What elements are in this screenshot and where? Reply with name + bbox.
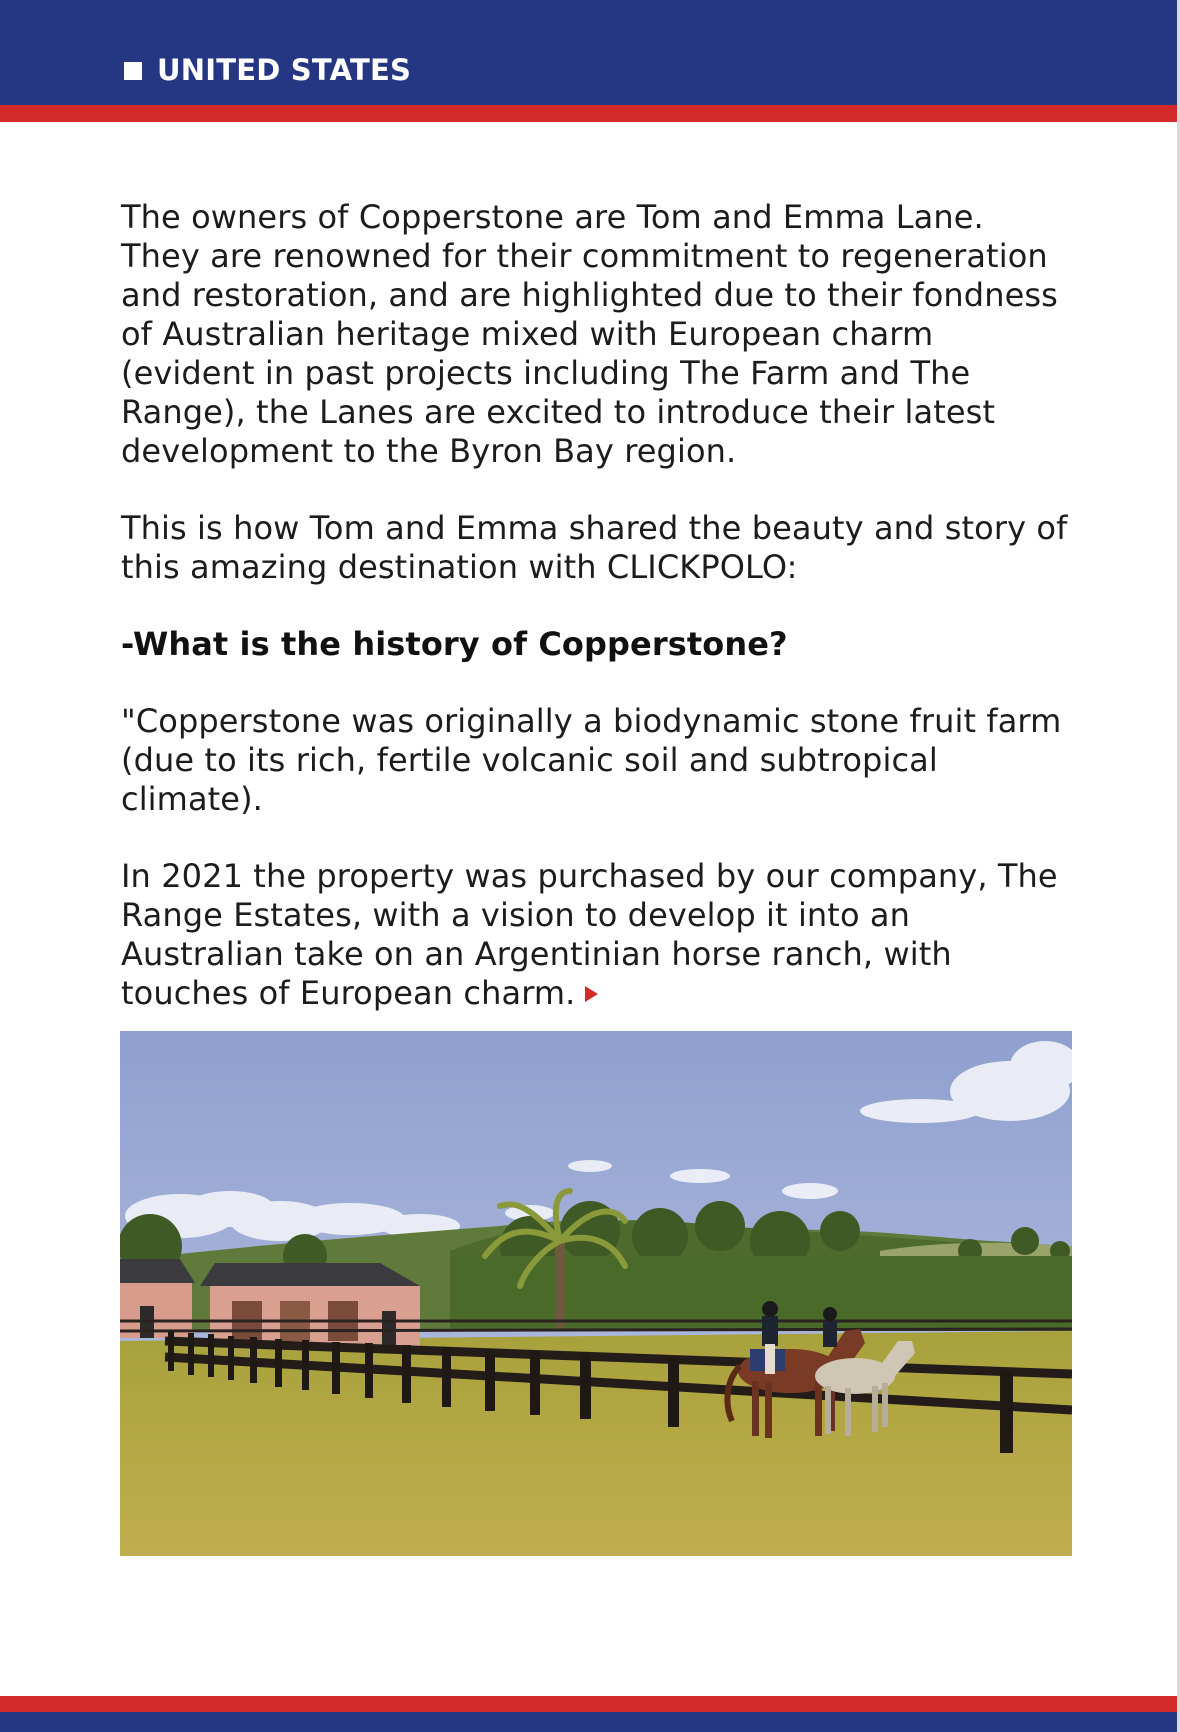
article-body	[121, 198, 1071, 1051]
paragraph-history: "Copperstone was originally a biodynamic stone fruit farm (due to its rich, fertile volcanic soil and subtropical climate).	[121, 702, 1062, 818]
section-label: UNITED STATES	[157, 53, 412, 87]
paragraph-owners: The owners of Copperstone are Tom and Emma Lane. They are renowned for their commitment to regeneration and restoration, and are highlighted due to their fondness of Australian heritage mixed with European charm (evident in past projects including The Farm and The Range), the Lanes are excited to introduce their latest development to the Byron Bay region.	[121, 198, 1058, 470]
continue-arrow-icon	[585, 986, 598, 1002]
horse-ranch-photo	[120, 1031, 1072, 1556]
square-bullet-icon	[124, 62, 142, 80]
question-heading: -What is the history of Copperstone?	[121, 625, 788, 663]
paragraph-intro: This is how Tom and Emma shared the beauty and story of this amazing destination with CLICKPOLO:	[121, 509, 1068, 586]
footer-band	[0, 1712, 1180, 1732]
footer-red-stripe	[0, 1696, 1180, 1712]
header-red-stripe	[0, 105, 1180, 122]
paragraph-purchase	[121, 857, 1071, 1013]
paragraph-purchase-text: In 2021 the property was purchased by our company, The Range Estates, with a vision to develop it into an Australian take on an Argentinian horse ranch, with touches of European charm.	[121, 857, 1058, 1012]
